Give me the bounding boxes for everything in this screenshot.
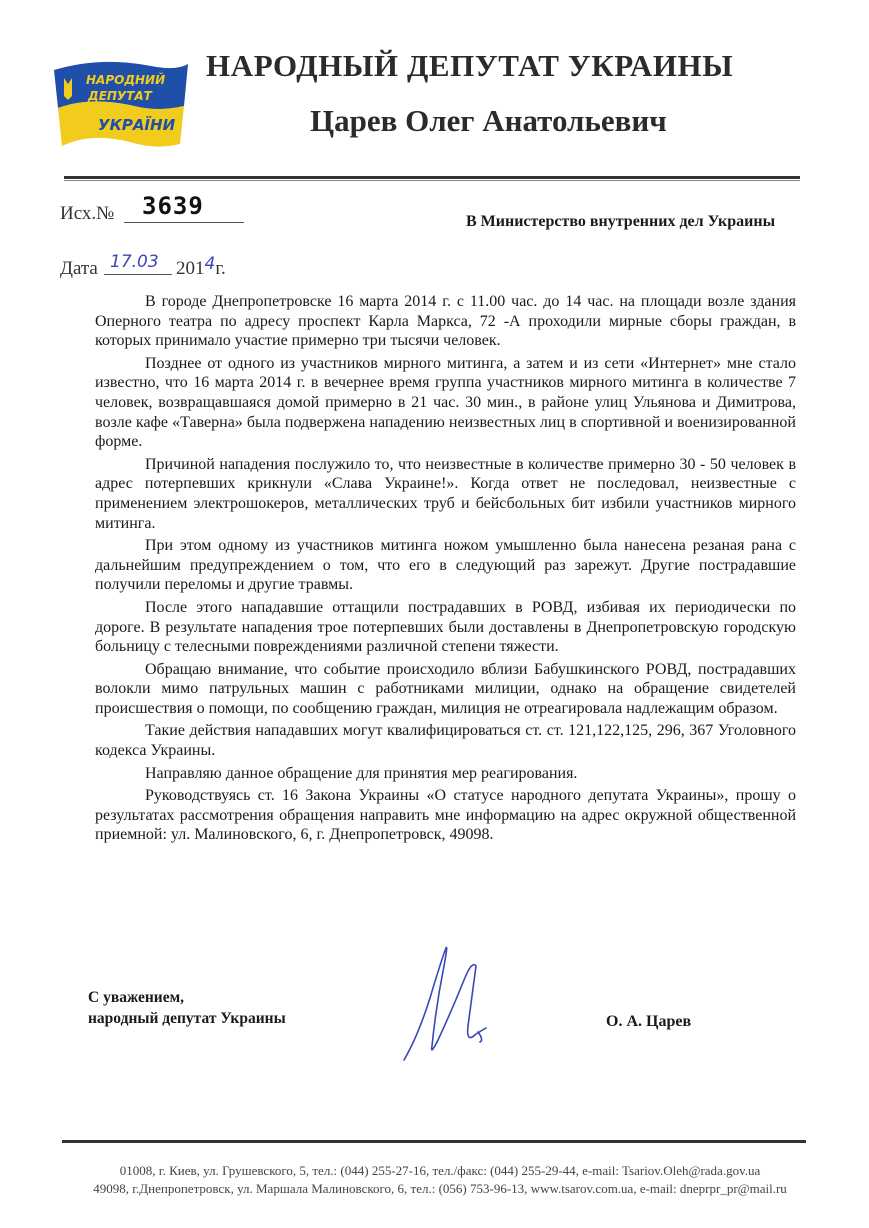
footer	[40, 1162, 840, 1198]
signature	[396, 936, 506, 1066]
letterhead-title: НАРОДНЫЙ ДЕПУТАТ УКРАИНЫ	[206, 48, 734, 83]
footer-dnipro-address: 49098, г.Днепропетровск, ул. Маршала Малиновского, 6, тел.: (056) 753-96-13, www.tsarov.com.ua, e-mail: dneprpr_pr@mail.ru	[93, 1181, 787, 1196]
date-underline	[104, 274, 172, 275]
paragraph: После этого нападавшие оттащили пострадавших в РОВД, избивая их периодически по дороге. В результате нападения трое потерпевших были доставлены в Днепропетровскую городскую больницу с телесными повреждениями различной степени тяжести.	[95, 598, 796, 656]
header-rule-thin	[64, 180, 800, 181]
paragraph: Руководствуясь ст. 16 Закона Украины «О статусе народного депутата Украины», прошу о результатах рассмотрения обращения направить мне информацию на адрес окружной общественной приемной: ул. Малиновского, 6, г. Днепропетровск, 49098.	[95, 787, 796, 844]
closing-position: народный депутат Украины	[88, 1010, 286, 1027]
paragraph: Позднее от одного из участников мирного митинга, а затем и из сети «Интернет» мне стало известно, что 16 марта 2014 г. в вечернее время группа участников мирного митинга в количестве 7 человек, возвращавшаяся домой примерно в 21 час. 30 мин., в районе улиц Ульянова и Димитрова, возле кафе «Таверна» была подвержена нападению неизвестных лиц в спортивной и военизированной форме.	[95, 354, 796, 451]
date-year-digit: 4	[204, 254, 216, 274]
date-year-prefix: 201	[176, 258, 205, 279]
paragraph: Обращаю внимание, что событие происходило вблизи Бабушкинского РОВД, пострадавших волокли мимо патрульных машин с работниками милиции, однако на обращение свидетелей происшествия о помощи, по сообщению граждан, милиция не отреагировала надлежащим образом.	[95, 660, 796, 717]
paragraph: При этом одному из участников митинга ножом умышленно была нанесена резаная рана с дальнейшим предупреждением о том, что его в следующий раз зарежут. Другие пострадавшие получили переломы и другие травмы.	[95, 537, 796, 594]
signer-name: О. А. Царев	[606, 1013, 692, 1030]
parliament-logo	[46, 52, 196, 152]
header-rule	[64, 176, 800, 179]
closing-regards: С уважением,	[88, 989, 185, 1006]
letter-body	[95, 292, 796, 848]
outgoing-number-label: Исх.№	[60, 203, 115, 224]
outgoing-number-underline	[124, 222, 244, 223]
date-value: 17.03	[110, 252, 159, 272]
outgoing-number-value: 3639	[142, 192, 204, 220]
date-suffix: г.	[215, 258, 226, 279]
closing-block	[88, 987, 286, 1029]
paragraph: Причиной нападения послужило то, что неизвестные в количестве примерно 30 - 50 человек в адрес потерпевших крикнули «Слава Украине!». Когда ответ не последовал, неизвестные с применением электрошокеров, металлических труб и бейсбольных бит избили участников мирного митинга.	[95, 455, 796, 532]
logo-text-1: НАРОДНИЙ	[86, 73, 166, 87]
footer-rule	[62, 1140, 806, 1143]
recipient: В Министерство внутренних дел Украины	[466, 213, 776, 230]
footer-kyiv-address: 01008, г. Киев, ул. Грушевского, 5, тел.: (044) 255-27-16, тел./факс: (044) 255-29-44, e-mail: Tsariov.Oleh@rada.gov.ua	[119, 1163, 761, 1178]
date-year	[176, 254, 226, 280]
date-label: Дата	[60, 258, 98, 279]
paragraph: В городе Днепропетровске 16 марта 2014 г. с 11.00 час. до 14 час. на площади возле здания Оперного театра по адресу проспект Карла Маркса, 72 -А проходили мирные сборы граждан, в которых принимало участие примерно три тысячи человек.	[95, 293, 796, 350]
paragraph: Такие действия нападавших могут квалифицироваться ст. ст. 121,122,125, 296, 367 Уголовного кодекса Украины.	[95, 722, 796, 760]
letterhead-name: Царев Олег Анатольевич	[310, 103, 667, 138]
logo-text-2: ДЕПУТАТ	[88, 89, 152, 103]
paragraph: Направляю данное обращение для принятия мер реагирования.	[145, 764, 578, 782]
logo-text-3: УКРАЇНИ	[98, 116, 176, 134]
